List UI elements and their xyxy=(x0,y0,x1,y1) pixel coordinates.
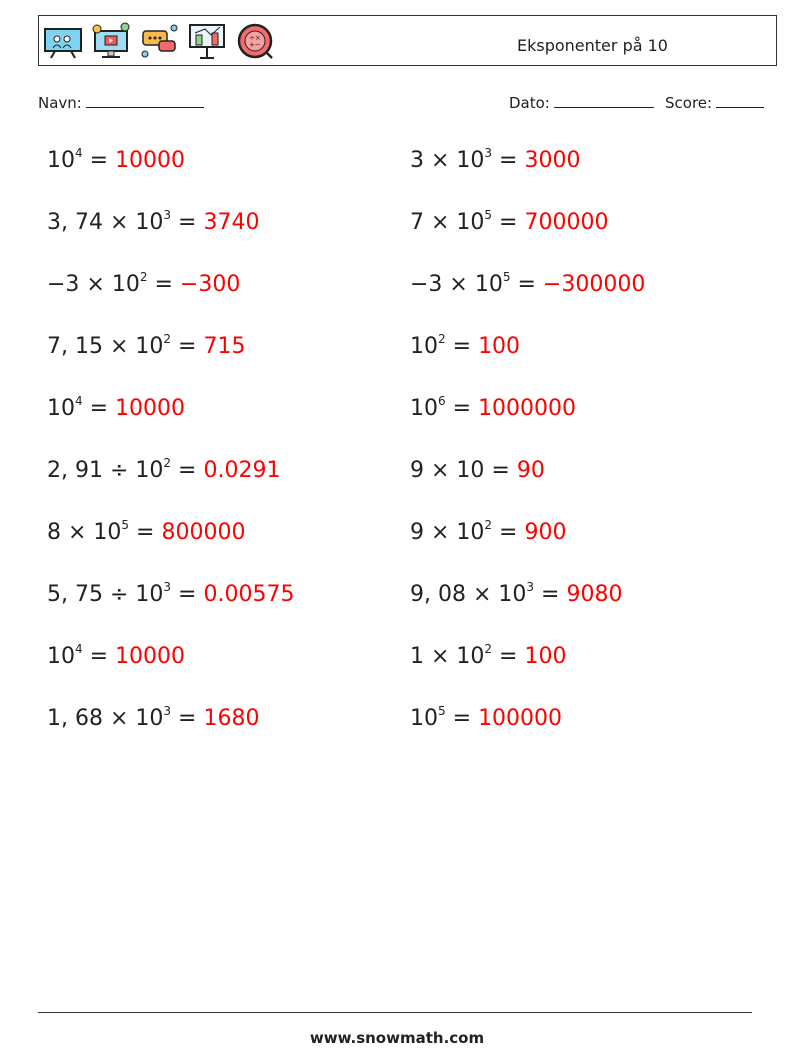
exponent: 3 xyxy=(484,146,493,160)
exponent: 5 xyxy=(502,270,511,284)
problem-expression-text: = xyxy=(147,272,180,297)
problem-answer: 100 xyxy=(478,334,521,359)
problem-item xyxy=(47,644,185,669)
problem-answer: −300 xyxy=(179,272,241,297)
exponent: 2 xyxy=(139,270,148,284)
problem-expression-text: 10 xyxy=(47,396,75,421)
problem-answer: 9080 xyxy=(566,582,623,607)
problem-answer: 100000 xyxy=(478,706,563,731)
problem-expression-text: 1 × 10 xyxy=(410,644,485,669)
problem-item xyxy=(47,706,259,731)
problem-expression-text: = xyxy=(82,644,116,669)
problem-item xyxy=(410,582,622,607)
chart-easel-icon xyxy=(187,21,227,61)
problem-expression-text: −3 × 10 xyxy=(47,272,140,297)
exponent: 3 xyxy=(163,580,172,594)
problem-expression-text: = xyxy=(492,644,525,669)
problem-item xyxy=(410,210,608,235)
exponent: 2 xyxy=(163,456,172,470)
name-field xyxy=(38,93,204,112)
exponent: 6 xyxy=(438,394,446,408)
chat-bubbles-icon xyxy=(139,21,179,61)
problem-answer: 10000 xyxy=(115,148,186,173)
date-blank-line[interactable] xyxy=(554,93,654,108)
problem-answer: 3740 xyxy=(203,210,260,235)
problem-item xyxy=(410,396,576,421)
problem-expression-text: = xyxy=(510,272,543,297)
exponent: 5 xyxy=(121,518,130,532)
problem-answer: 900 xyxy=(524,520,567,545)
problem-expression-text: = xyxy=(445,396,479,421)
worksheet-header xyxy=(38,15,777,66)
problem-item xyxy=(47,148,185,173)
problem-item xyxy=(47,520,245,545)
exponent: 3 xyxy=(163,208,172,222)
math-symbols-badge-icon xyxy=(235,21,275,61)
problem-expression-text: = xyxy=(492,148,525,173)
problem-expression-text: 3, 74 × 10 xyxy=(47,210,164,235)
problem-expression-text: = xyxy=(171,334,204,359)
problem-answer: 100 xyxy=(524,644,567,669)
problem-expression-text: 10 xyxy=(47,644,75,669)
problem-expression-text: = xyxy=(171,458,204,483)
problem-expression-text: 8 × 10 xyxy=(47,520,122,545)
problem-expression-text: 9 × 10 xyxy=(410,520,485,545)
worksheet-title: Eksponenter på 10 xyxy=(517,36,668,55)
score-label: Score: xyxy=(665,94,713,112)
problem-expression-text: 9, 08 × 10 xyxy=(410,582,527,607)
problem-answer: 1680 xyxy=(203,706,260,731)
problem-item xyxy=(410,334,520,359)
problem-expression-text: 10 xyxy=(410,396,438,421)
svg-text:÷×: ÷× xyxy=(249,34,261,42)
footer-divider xyxy=(38,1012,752,1013)
problem-answer: 0.0291 xyxy=(203,458,281,483)
problem-answer: 1000000 xyxy=(478,396,577,421)
problem-expression-text: = xyxy=(171,210,204,235)
problem-item xyxy=(47,396,185,421)
problem-expression-text: 2, 91 ÷ 10 xyxy=(47,458,164,483)
problem-answer: 3000 xyxy=(524,148,581,173)
problem-expression-text: 10 xyxy=(47,148,75,173)
name-blank-line[interactable] xyxy=(86,93,204,108)
date-label: Dato: xyxy=(509,94,550,112)
problem-answer: −300000 xyxy=(542,272,646,297)
problem-expression-text: 5, 75 ÷ 10 xyxy=(47,582,164,607)
problem-expression-text: = xyxy=(492,520,525,545)
exponent: 4 xyxy=(75,394,83,408)
problem-answer: 700000 xyxy=(524,210,609,235)
problem-answer: 90 xyxy=(516,458,545,483)
problem-answer: 715 xyxy=(203,334,246,359)
problem-expression-text: = xyxy=(445,706,479,731)
problem-expression-text: = xyxy=(82,148,116,173)
problem-expression-text: 10 xyxy=(410,334,438,359)
problem-answer: 0.00575 xyxy=(203,582,295,607)
problem-item xyxy=(47,334,245,359)
name-label: Navn: xyxy=(38,94,82,112)
problem-expression-text: = xyxy=(171,582,204,607)
problem-expression-text: 10 xyxy=(410,706,438,731)
problem-item xyxy=(47,582,294,607)
problem-item xyxy=(410,644,566,669)
problem-expression-text: 3 × 10 xyxy=(410,148,485,173)
problem-expression-text: = xyxy=(534,582,567,607)
exponent: 2 xyxy=(484,518,493,532)
problem-expression-text: 7 × 10 xyxy=(410,210,485,235)
problem-expression-text: = xyxy=(171,706,204,731)
problem-item xyxy=(47,272,240,297)
problem-expression-text: = xyxy=(82,396,116,421)
problem-item xyxy=(410,272,645,297)
problem-answer: 10000 xyxy=(115,396,186,421)
problem-item xyxy=(410,706,562,731)
exponent: 2 xyxy=(484,642,493,656)
problem-item xyxy=(410,458,545,483)
footer-url: www.snowmath.com xyxy=(309,1029,485,1047)
exponent: 2 xyxy=(163,332,172,346)
problem-expression-text: 1, 68 × 10 xyxy=(47,706,164,731)
score-field xyxy=(665,93,764,112)
header-icons xyxy=(43,21,275,61)
exponent: 5 xyxy=(484,208,493,222)
problem-item xyxy=(410,148,580,173)
problem-expression-text: 9 × 10 = xyxy=(410,458,517,483)
date-field xyxy=(509,93,654,112)
problem-expression-text: −3 × 10 xyxy=(410,272,503,297)
problem-expression-text: 7, 15 × 10 xyxy=(47,334,164,359)
problem-item xyxy=(410,520,566,545)
presentation-board-icon xyxy=(43,21,83,61)
svg-text:+−: +− xyxy=(249,41,261,49)
exponent: 3 xyxy=(526,580,535,594)
problem-answer: 10000 xyxy=(115,644,186,669)
problem-expression-text: = xyxy=(445,334,479,359)
problem-item xyxy=(47,210,259,235)
problem-expression-text: = xyxy=(129,520,162,545)
video-monitor-icon xyxy=(91,21,131,61)
exponent: 5 xyxy=(438,704,446,718)
exponent: 2 xyxy=(438,332,446,346)
problem-answer: 800000 xyxy=(161,520,246,545)
exponent: 3 xyxy=(163,704,172,718)
problem-item xyxy=(47,458,280,483)
exponent: 4 xyxy=(75,146,83,160)
score-blank-line[interactable] xyxy=(716,93,764,108)
exponent: 4 xyxy=(75,642,83,656)
problem-expression-text: = xyxy=(492,210,525,235)
